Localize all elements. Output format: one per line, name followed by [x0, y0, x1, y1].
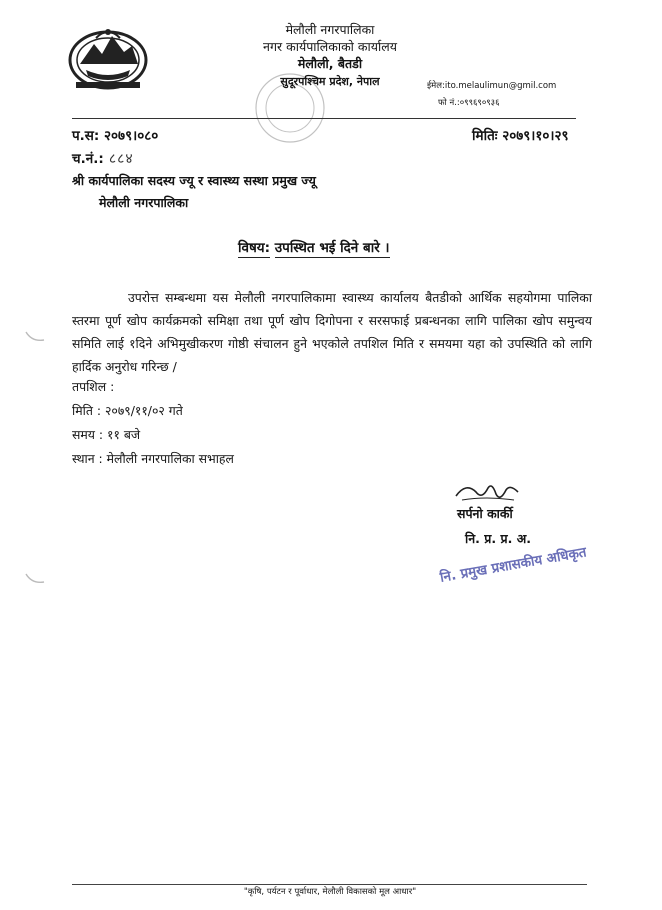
details-date: मिति : २०७९/११/०२ गते — [72, 403, 183, 418]
signatory-name: सर्पनो कार्की — [457, 506, 513, 521]
dispatch-number — [72, 148, 134, 168]
punch-hole-mark-icon — [24, 572, 46, 586]
municipality-name: मेलौली नगरपालिका — [285, 22, 375, 37]
details-place: स्थान : मेलौली नगरपालिका सभाहल — [72, 451, 234, 466]
body-paragraph: उपरोत्त सम्बन्धमा यस मेलौली नगरपालिकामा स्वास्थ्य कार्यालय बैतडीको आर्थिक सहयोगमा पालिका स्तरमा पूर्ण खोप कार्यक्रमको समिक्षा तथा पूर्ण खोप दिगोपना र सरसफाई प्रबन्धनका लागि पालिका खोप समुन्वय समिति लाई १दिने अभिमुखीकरण गोष्ठी संचालन हुने भएकोले तपशिल मिति र समयमा यहा को उपस्थिति को लागि हार्दिक अनुरोध गरिन्छ / — [72, 290, 592, 374]
province-name: सुदूरपश्चिम प्रदेश, नेपाल — [280, 75, 380, 88]
contact-email: ईमेल:ito.melaulimun@gmil.com — [427, 81, 557, 91]
official-stamp: नि. प्रमुख प्रशासकीय अधिकृत — [438, 544, 588, 586]
footer-motto: "कृषि, पर्यटन र पूर्वाधार, मेलौली विकासको मूल आधार" — [243, 887, 417, 897]
details-time: समय : ११ बजे — [72, 427, 141, 442]
letter-body — [72, 286, 592, 378]
letter-date: मितिः २०७९।१०।२९ — [472, 128, 569, 144]
office-name: नगर कार्यपालिकाको कार्यालय — [263, 39, 397, 54]
addressee-line1: श्री कार्यपालिका सदस्य ज्यू र स्वास्थ्य सस्था प्रमुख ज्यू — [72, 173, 316, 188]
addressee-line2: मेलौली नगरपालिका — [99, 195, 189, 210]
dispatch-label: च.नं.: — [72, 151, 104, 167]
nepal-emblem-icon — [66, 22, 150, 92]
office-location: मेलौली, बैतडी — [297, 56, 363, 71]
reference-number: प.स: २०७९।०८० — [72, 128, 159, 144]
subject-label: विषय: — [238, 240, 271, 256]
header-rule — [72, 118, 576, 119]
subject-line — [238, 238, 390, 256]
contact-phone: फो नं.:०९९६९०९३६ — [438, 98, 500, 108]
dispatch-value: ८८४ — [108, 151, 134, 167]
signatory-title: नि. प्र. प्र. अ. — [465, 531, 531, 546]
subject-text: उपस्थित भई दिने बारे । — [274, 240, 390, 256]
details-heading: तपशिल : — [72, 379, 115, 394]
punch-hole-mark-icon — [24, 330, 46, 344]
handwritten-signature-icon — [452, 478, 522, 508]
footer-rule — [72, 884, 587, 885]
